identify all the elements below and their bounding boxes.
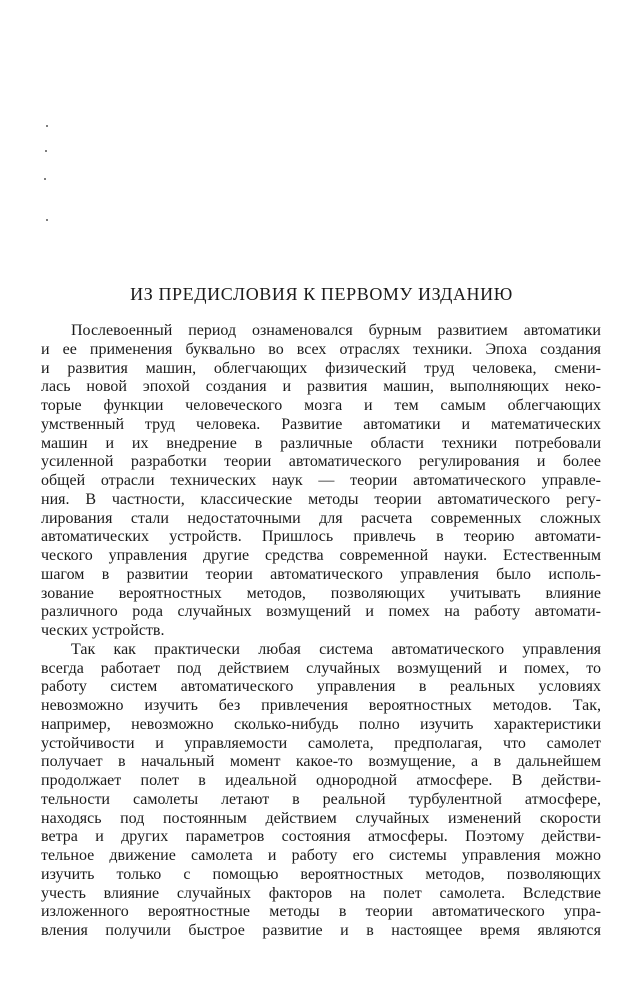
text-line: ветра и других параметров состояния атмосферы. Поэтому действи- (41, 828, 601, 846)
text-line: изучить только с помощью вероятностных методов, позволяющих (41, 865, 601, 883)
text-line: шагом в развитии теории автоматического управления было исполь- (41, 565, 601, 583)
text-line: ческих устройств. (41, 622, 165, 639)
text-line: продолжает полет в идеальной однородной атмосфере. В действи- (41, 772, 601, 789)
scan-speck (45, 150, 47, 152)
scan-speck (46, 125, 48, 127)
text-line: торые функции человеческого мозга и тем самым облегчающих (41, 397, 601, 414)
text-line: умственный труд человека. Развитие автоматики и математических (41, 415, 601, 433)
text-line: учесть влияние случайных факторов на полет самолета. Вследствие (41, 884, 601, 902)
text-line: изложенного вероятностные методы в теории автоматического упра- (41, 903, 601, 921)
text-line: находясь под постоянным действием случайных изменений скорости (41, 809, 601, 827)
text-line: машин и их внедрение в различные области техники потребовали (41, 434, 601, 452)
text-line: различного рода случайных возмущений и помех на работу автомати- (41, 603, 601, 621)
scan-speck (46, 219, 48, 221)
text-line: лирования стали недостаточными для расчета современных сложных (41, 509, 601, 527)
text-line: получает в начальный момент какое-то возмущение, а в дальнейшем (41, 753, 601, 771)
text-line: зование вероятностных методов, позволяющих учитывать влияние (41, 584, 601, 602)
text-line: и развития машин, облегчающих физический труд человека, смени- (41, 359, 601, 377)
text-line: Послевоенный период ознаменовался бурным развитием автоматики (71, 322, 601, 339)
text-line: например, невозможно сколько-нибудь полно изучить характеристики (41, 715, 601, 733)
body-text (41, 322, 601, 941)
scan-speck (44, 178, 46, 180)
text-line: общей отрасли технических наук — теории автоматического управле- (41, 472, 601, 489)
text-line: тельное движение самолета и работу его системы управления можно (41, 847, 601, 864)
text-line: работу систем автоматического управления в реальных условиях (41, 678, 601, 696)
text-line: ческого управления другие средства современной науки. Естественным (41, 547, 601, 564)
text-line: лась новой эпохой создания и развития машин, выполняющих неко- (41, 378, 601, 396)
section-title: ИЗ ПРЕДИСЛОВИЯ К ПЕРВОМУ ИЗДАНИЮ (130, 284, 513, 304)
text-line: ния. В частности, классические методы теории автоматического регу- (41, 490, 601, 508)
text-line: Так как практически любая система автоматического управления (71, 640, 601, 658)
text-line: усиленной разработки теории автоматического регулирования и более (41, 453, 601, 471)
text-line: невозможно изучить без привлечения вероятностных методов. Так, (41, 697, 601, 714)
text-line: тельности самолеты летают в реальной турбулентной атмосфере, (41, 790, 601, 808)
text-line: устойчивости и управляемости самолета, предполагая, что самолет (41, 734, 601, 752)
text-line: автоматических устройств. Пришлось привлечь в теорию автомати- (41, 528, 601, 546)
text-line: и ее применения буквально во всех отраслях техники. Эпоха создания (41, 340, 601, 358)
text-line: вления получили быстрое развитие и в настоящее время являются (41, 922, 601, 939)
text-line: всегда работает под действием случайных возмущений и помех, то (41, 659, 601, 677)
